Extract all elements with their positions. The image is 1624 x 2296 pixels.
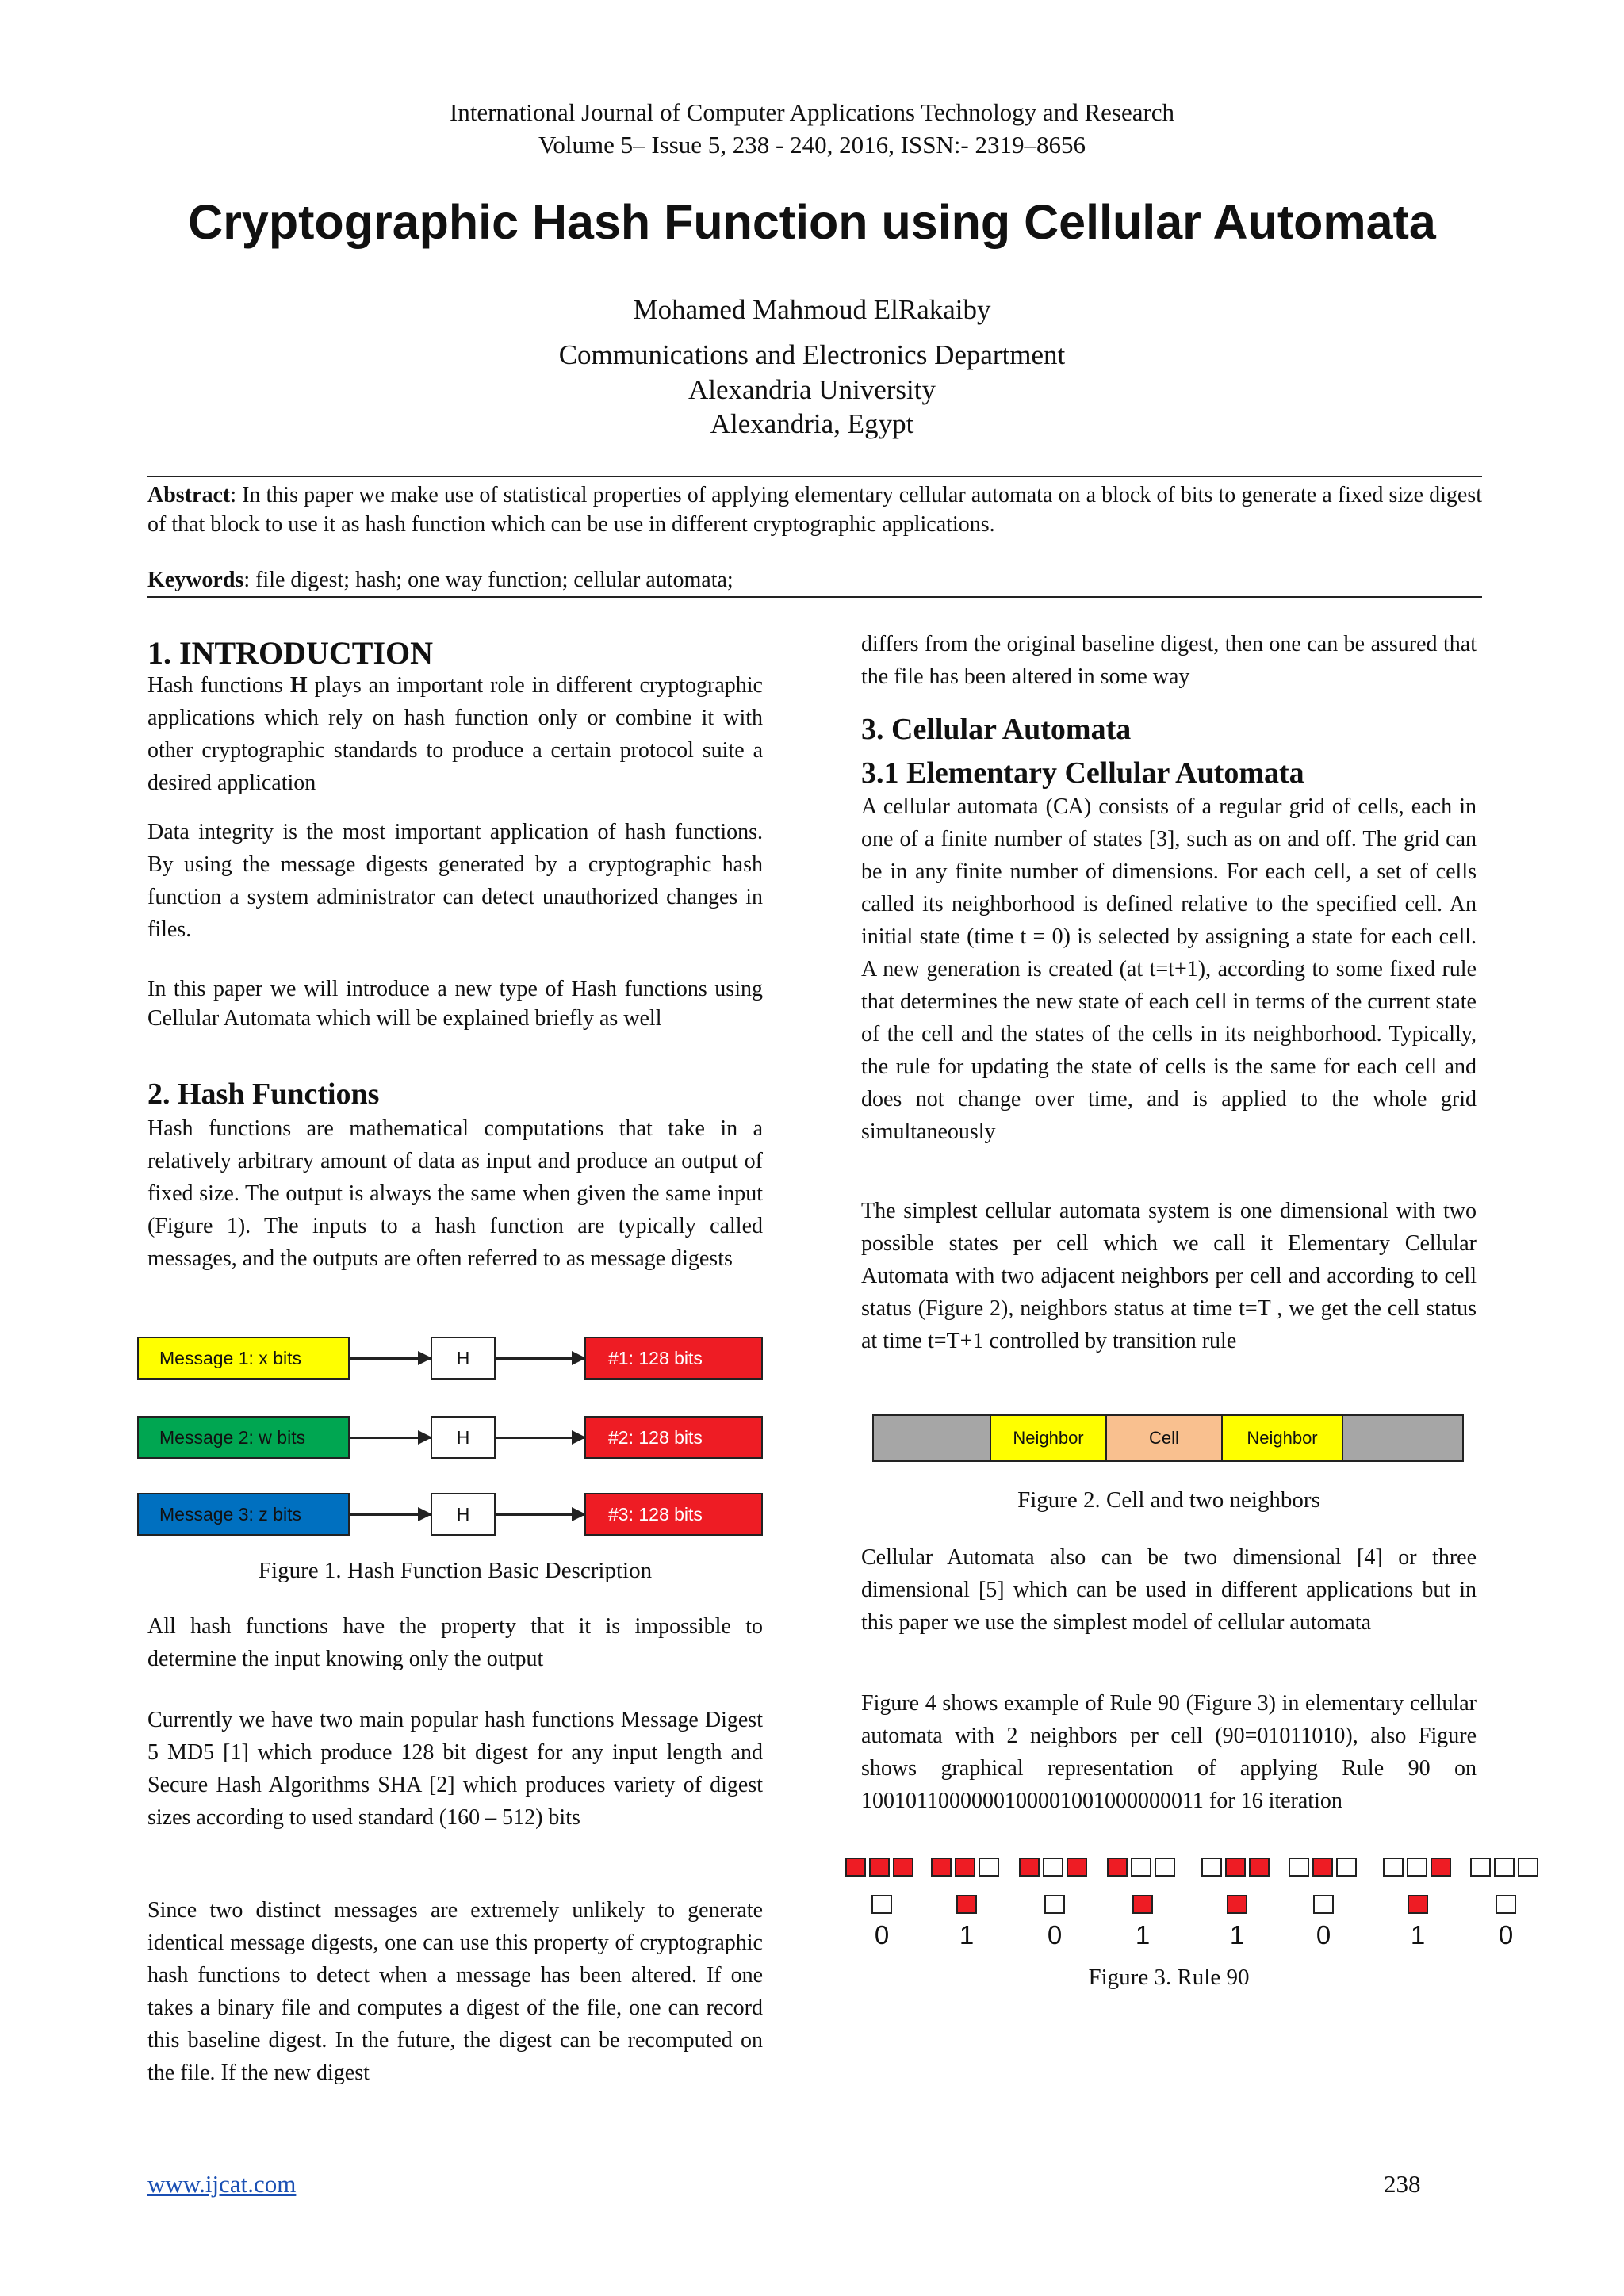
bottom-rule <box>147 596 1482 598</box>
rule90-output-cell <box>871 1895 892 1914</box>
journal-url-link[interactable]: www.ijcat.com <box>147 2170 297 2198</box>
intro-paragraph-2: Data integrity is the most important application of hash functions. By using the message digests generated by a cryptographic hash function a system administrator can detect unauthorized changes in files. <box>147 820 763 942</box>
rule90-output-bit: 0 <box>1047 1920 1063 1950</box>
neighbor-right-cell: Neighbor <box>1221 1414 1343 1462</box>
ca-paragraph-3: Cellular Automata also can be two dimensional [4] or three dimensional [5] which can be used in different applications but in this paper we use the simplest model of cellular automata <box>861 1545 1477 1635</box>
paper-title: Cryptographic Hash Function using Cellular Automata <box>188 195 1436 249</box>
neighbor-left-cell: Neighbor <box>990 1414 1107 1462</box>
hash-paragraph-2: All hash functions have the property that it is impossible to determine the input knowing only the output <box>147 1614 763 1671</box>
rule90-pattern-cell <box>1336 1858 1357 1877</box>
rule90-output-cell <box>956 1895 977 1914</box>
fig1-arrow <box>496 1437 584 1439</box>
figure-2-caption: Figure 2. Cell and two neighbors <box>1017 1487 1320 1513</box>
fig1-message-box: Message 3: z bits <box>137 1493 350 1536</box>
rule90-output-cell <box>1227 1895 1247 1914</box>
hash-paragraph-4: Since two distinct messages are extremely unlikely to generate identical message digests, one can use this property of cryptographic hash functions to detect when a message has been altered. If one takes a binary file and computes a digest of the file, one can record this baseline digest. In the future, the digest can be recomputed on the file. If the new digest <box>147 1898 763 2085</box>
rule90-pattern-cell <box>1249 1858 1270 1877</box>
rule90-pattern-cell <box>1043 1858 1063 1877</box>
rule90-pattern-cell <box>893 1858 914 1877</box>
rule90-output-cell <box>1044 1895 1065 1914</box>
hash-paragraph-3: Currently we have two main popular hash functions Message Digest 5 MD5 [1] which produce 128 bit digest for any input length and Secure Hash Algorithms SHA [2] which produces variety of digest sizes according to used standard (160 – 512) bits <box>147 1708 763 1830</box>
hash-paragraph-1: Hash functions are mathematical computations that take in a relatively arbitrary amount of data as input and produce an output of fixed size. The output is always the same when given the same input (Figure 1). The inputs to a hash function are typically called messages, and the outputs are often referred to as message digests <box>147 1116 763 1271</box>
right-continued-paragraph: differs from the original baseline digest, then one can be assured that the file has been altered in some way <box>861 632 1477 689</box>
rule90-output-cell <box>1408 1895 1428 1914</box>
ca-paragraph-1: A cellular automata (CA) consists of a regular grid of cells, each in one of a finite number of states [3], such as on and off. The grid can be in any finite number of dimensions. For each cell, a set of cells called its neighborhood is defined relative to the specified cell. An initial state (time t = 0) is selected by assigning a state for each cell. A new generation is created (at t=t+1), according to some fixed rule that determines the new state of each cell in terms of the current state of the cell and the states of the cells in its neighborhood. Typically, the rule for updating the state of cells is the same for each cell and does not change over time, and is applied to the whole grid simultaneously <box>861 794 1477 1144</box>
rule90-pattern-cell <box>845 1858 866 1877</box>
fig1-arrow <box>350 1437 431 1439</box>
rule90-pattern-cell <box>1131 1858 1151 1877</box>
rule90-pattern-cell <box>1518 1858 1538 1877</box>
fig1-arrow <box>496 1513 584 1516</box>
keywords: Keywords: file digest; hash; one way function; cellular automata; <box>147 568 733 592</box>
rule90-pattern-cell <box>1289 1858 1309 1877</box>
rule90-output-bit: 1 <box>1135 1920 1151 1950</box>
fig1-arrow <box>350 1513 431 1516</box>
rule90-output-bit: 0 <box>874 1920 890 1950</box>
top-rule <box>147 476 1482 477</box>
rule90-output-bit: 0 <box>1498 1920 1514 1950</box>
figure-1-caption: Figure 1. Hash Function Basic Description <box>258 1558 653 1583</box>
gray-cell-left <box>872 1414 991 1462</box>
fig1-digest-box: #1: 128 bits <box>584 1337 763 1380</box>
fig1-hash-box: H <box>431 1337 496 1380</box>
rule90-output-cell <box>1496 1895 1516 1914</box>
author-dept: Communications and Electronics Department <box>558 339 1066 370</box>
rule90-pattern-cell <box>931 1858 952 1877</box>
rule90-pattern-cell <box>1225 1858 1246 1877</box>
fig1-hash-box: H <box>431 1493 496 1536</box>
page-number: 238 <box>1384 2170 1421 2198</box>
rule90-pattern-cell <box>979 1858 999 1877</box>
fig1-arrow <box>496 1357 584 1360</box>
rule90-pattern-cell <box>1201 1858 1222 1877</box>
rule90-output-cell <box>1313 1895 1334 1914</box>
ca-heading: 3. Cellular Automata <box>861 713 1132 746</box>
rule90-pattern-cell <box>1107 1858 1128 1877</box>
gray-cell-right <box>1342 1414 1464 1462</box>
figure-3-caption: Figure 3. Rule 90 <box>1088 1965 1250 1990</box>
abstract: Abstract: In this paper we make use of statistical properties of applying elementary cellular automata on a block of bits to generate a fixed size digest of that block to use it as hash function which can be use in different cryptographic applications. <box>147 483 1482 537</box>
rule90-output-bit: 1 <box>959 1920 975 1950</box>
ca-paragraph-4: Figure 4 shows example of Rule 90 (Figure 3) in elementary cellular automata with 2 neighbors per cell (90=01011010), also Figure shows graphical representation of applying Rule 90 on 1001011000000100001001000000011 for 16 iteration <box>861 1691 1477 1813</box>
rule90-output-bit: 1 <box>1229 1920 1245 1950</box>
rule90-pattern-cell <box>869 1858 890 1877</box>
center-cell: Cell <box>1105 1414 1223 1462</box>
rule90-pattern-cell <box>1431 1858 1451 1877</box>
rule90-pattern-cell <box>1067 1858 1087 1877</box>
rule90-pattern-cell <box>1155 1858 1175 1877</box>
rule90-pattern-cell <box>1383 1858 1404 1877</box>
rule90-pattern-cell <box>1312 1858 1333 1877</box>
rule90-output-cell <box>1132 1895 1153 1914</box>
journal-volume: Volume 5– Issue 5, 238 - 240, 2016, ISSN:- 2319–8656 <box>538 131 1086 159</box>
fig1-message-box: Message 2: w bits <box>137 1416 350 1459</box>
journal-name: International Journal of Computer Applications Technology and Research <box>449 98 1175 126</box>
rule90-pattern-cell <box>1494 1858 1515 1877</box>
rule90-pattern-cell <box>1019 1858 1040 1877</box>
fig1-arrow <box>350 1357 431 1360</box>
author-name: Mohamed Mahmoud ElRakaiby <box>633 294 991 325</box>
fig1-digest-box: #3: 128 bits <box>584 1493 763 1536</box>
ca-paragraph-2: The simplest cellular automata system is one dimensional with two possible states per cell which we call it Elementary Cellular Automata with two adjacent neighbors per cell and according to cell status (Figure 2), neighbors status at time t=T , we get the cell status at time t=T+1 controlled by transition rule <box>861 1199 1477 1353</box>
intro-heading: 1. INTRODUCTION <box>147 635 434 671</box>
hash-heading: 2. Hash Functions <box>147 1077 380 1111</box>
eca-heading: 3.1 Elementary Cellular Automata <box>861 756 1304 790</box>
intro-paragraph-1: Hash functions H plays an important role in different cryptographic applications which rely on hash function only or combine it with other cryptographic standards to produce a certain protocol suite a desired application <box>147 673 763 795</box>
rule90-pattern-cell <box>955 1858 975 1877</box>
intro-paragraph-3: In this paper we will introduce a new type of Hash functions using Cellular Automata which will be explained briefly as well <box>147 977 763 1031</box>
rule90-output-bit: 1 <box>1410 1920 1426 1950</box>
rule90-pattern-cell <box>1407 1858 1427 1877</box>
author-city: Alexandria, Egypt <box>710 408 914 439</box>
author-univ: Alexandria University <box>688 374 936 405</box>
rule90-pattern-cell <box>1470 1858 1491 1877</box>
fig1-hash-box: H <box>431 1416 496 1459</box>
fig1-digest-box: #2: 128 bits <box>584 1416 763 1459</box>
rule90-output-bit: 0 <box>1316 1920 1331 1950</box>
fig1-message-box: Message 1: x bits <box>137 1337 350 1380</box>
